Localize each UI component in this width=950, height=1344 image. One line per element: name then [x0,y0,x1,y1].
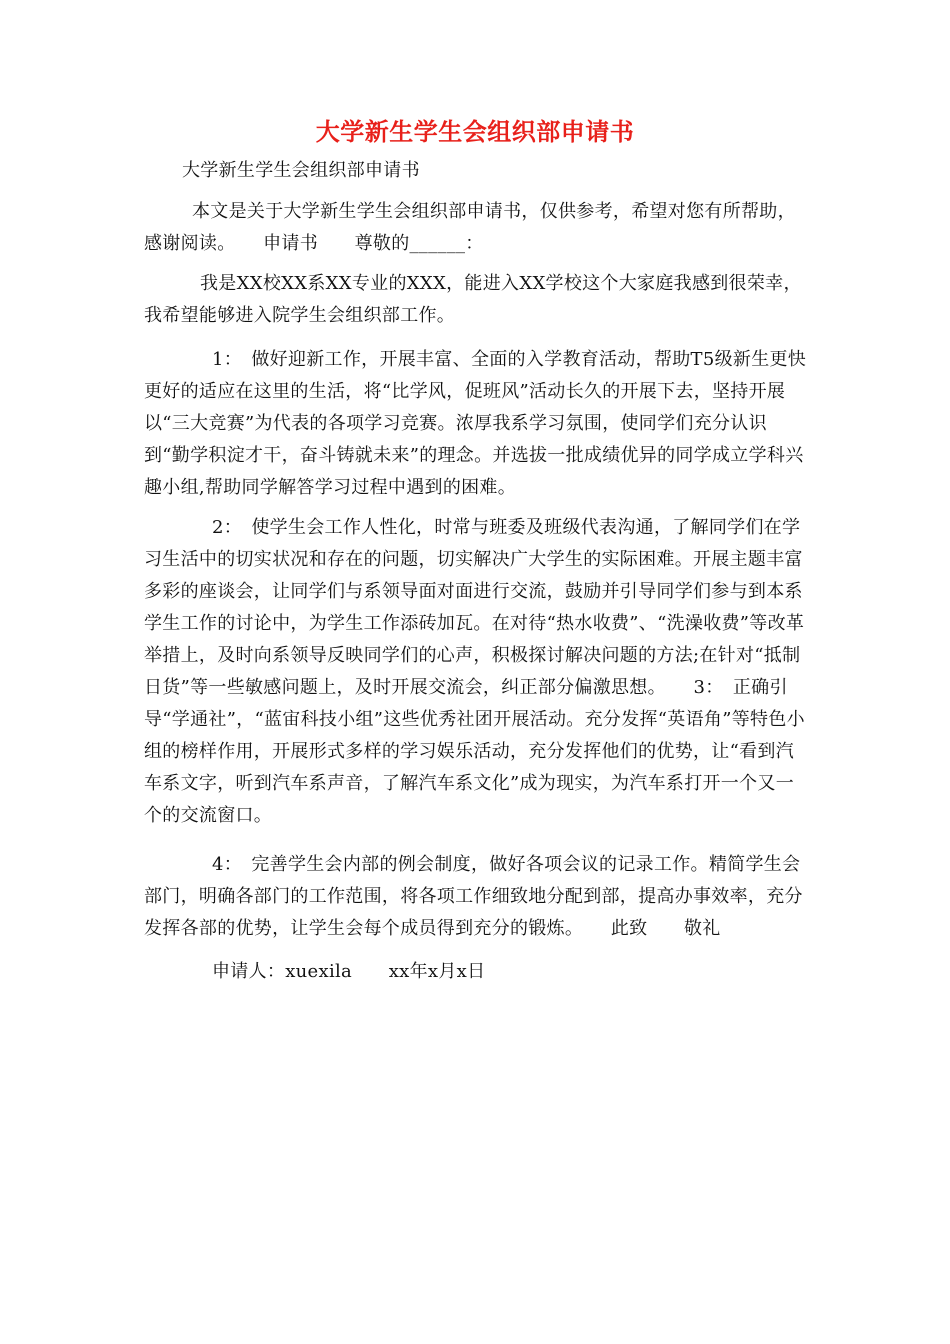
intro-paragraph: 本文是关于大学新生学生会组织部申请书，仅供参考，希望对您有所帮助，感谢阅读。 申请书 尊敬的______： [144,201,796,254]
signature-line: 申请人：xuexila xx年x月x日 [212,961,486,982]
self-introduction-paragraph: 我是XX校XX系XX专业的XXX，能进入XX学校这个大家庭我感到很荣幸，我希望能够进入院学生会组织部工作。 [144,273,802,326]
plan-item-1-paragraph: 1： 做好迎新工作，开展丰富、全面的入学教育活动，帮助T5级新生更快更好的适应在这里的生活，将“比学风，促班风”活动长久的开展下去，坚持开展以“三大竞赛”为代表的各项学习竞赛。浓厚我系学习氛围，使同学们充分认识到“勤学积淀才干，奋斗铸就未来”的理念。并选拔一批成绩优异的同学成立学科兴趣小组,帮助同学解答学习过程中遇到的困难。 [144,349,807,498]
plan-item-2-3-paragraph: 2： 使学生会工作人性化，时常与班委及班级代表沟通，了解同学们在学习生活中的切实状况和存在的问题，切实解决广大学生的实际困难。开展主题丰富多彩的座谈会，让同学们与系领导面对面进行交流，鼓励并引导同学们参与到本系学生工作的讨论中，为学生工作添砖加瓦。在对待“热水收费”、“洗澡收费”等改革举措上，及时向系领导反映同学们的心声，积极探讨解决问题的方法;在针对“抵制日货”等一些敏感问题上，及时开展交流会，纠正部分偏激思想。 3： 正确引导“学通社”，“蓝宙科技小组”这些优秀社团开展活动。充分发挥“英语角”等特色小组的榜样作用，开展形式多样的学习娱乐活动，充分发挥他们的优势，让“看到汽车系文字，听到汽车系声音，了解汽车系文化”成为现实，为汽车系打开一个又一个的交流窗口。 [144,517,805,826]
plan-item-4-paragraph: 4： 完善学生会内部的例会制度，做好各项会议的记录工作。精简学生会部门，明确各部门的工作范围，将各项工作细致地分配到部，提高办事效率，充分发挥各部的优势，让学生会每个成员得到充分的锻炼。 此致 敬礼 [144,854,803,939]
document-title: 大学新生学生会组织部申请书 [315,118,635,146]
document-subtitle: 大学新生学生会组织部申请书 [182,160,420,181]
